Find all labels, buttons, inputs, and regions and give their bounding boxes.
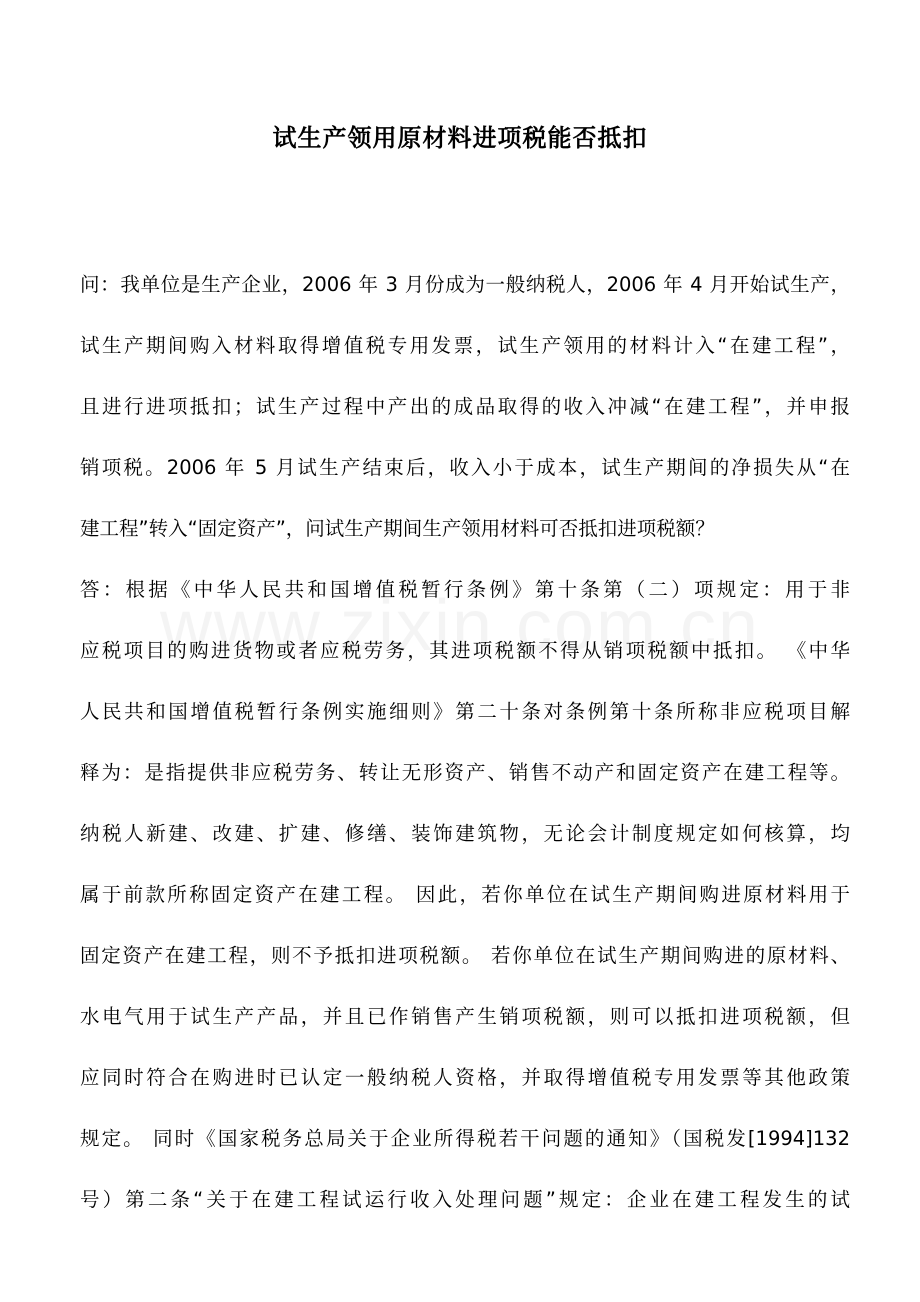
body-line: 释为：是指提供非应税劳务、转让无形资产、销售不动产和固定资产在建工程等。 [80, 761, 850, 784]
body-line: 纳税人新建、改建、扩建、修缮、装饰建筑物，无论会计制度规定如何核算，均 [80, 822, 850, 845]
body-line: 水电气用于试生产产品，并且已作销售产生销项税额，则可以抵扣进项税额，但 [80, 1005, 850, 1028]
body-line: 建工程”转入“固定资产”，问试生产期间生产领用材料可否抵扣进项税额？ [80, 517, 715, 540]
body-line: 属于前款所称固定资产在建工程。 因此，若你单位在试生产期间购进原材料用于 [80, 883, 850, 906]
document-body [80, 254, 850, 1230]
body-line: 固定资产在建工程，则不予抵扣进项税额。 若你单位在试生产期间购进的原材料、 [80, 944, 850, 967]
body-line: 答：根据《中华人民共和国增值税暂行条例》第十条第（二）项规定：用于非 [80, 578, 850, 601]
body-line: 人民共和国增值税暂行条例实施细则》第二十条对条例第十条所称非应税项目解 [80, 700, 850, 723]
body-line: 应同时符合在购进时已认定一般纳税人资格，并取得增值税专用发票等其他政策 [80, 1066, 850, 1089]
document-title: 试生产领用原材料进项税能否抵扣 [272, 124, 648, 152]
body-line: 号）第二条“关于在建工程试运行收入处理问题”规定：企业在建工程发生的试 [80, 1188, 850, 1211]
body-line: 试生产期间购入材料取得增值税专用发票，试生产领用的材料计入“在建工程”， [80, 334, 850, 357]
body-line: 销项税。2006 年 5 月试生产结束后，收入小于成本，试生产期间的净损失从“在 [80, 456, 850, 479]
body-line: 应税项目的购进货物或者应税劳务，其进项税额不得从销项税额中抵扣。 《中华 [80, 639, 850, 662]
body-line: 问：我单位是生产企业，2006 年 3 月份成为一般纳税人，2006 年 4 月开始试生产， [80, 273, 850, 296]
body-line: 且进行进项抵扣；试生产过程中产出的成品取得的收入冲减“在建工程”，并申报 [80, 395, 850, 418]
body-line: 规定。 同时《国家税务总局关于企业所得税若干问题的通知》（国税发[1994]132 [80, 1127, 850, 1150]
